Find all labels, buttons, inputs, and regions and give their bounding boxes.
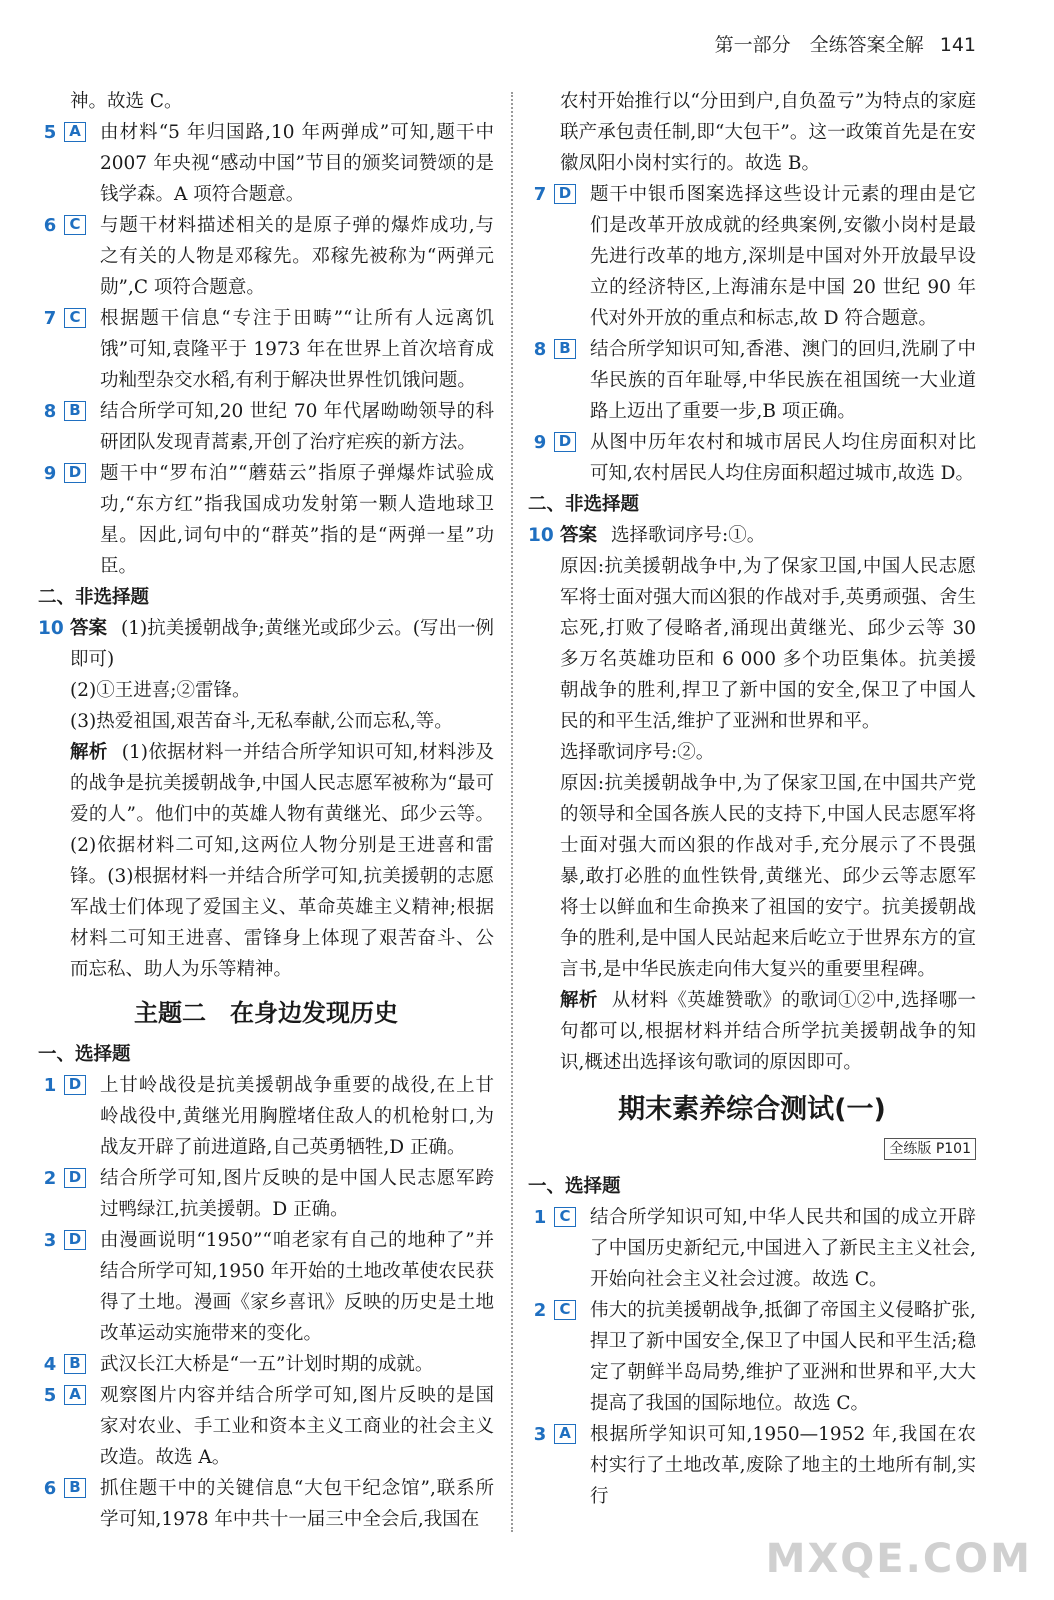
answer-item — [38, 1473, 494, 1535]
answer-choice-badge: A — [64, 122, 86, 142]
question-number: 1 — [43, 1075, 57, 1096]
left-column — [38, 86, 494, 1535]
page-reference-tag: 全练版 P101 — [884, 1138, 976, 1160]
analysis-block — [38, 737, 494, 985]
answer-choice-badge: B — [64, 1354, 86, 1374]
question-number: 4 — [43, 1354, 57, 1375]
answer-continuation: 神。故选 C。 — [70, 91, 183, 112]
answer-label: 答案 — [560, 525, 598, 546]
answer-explanation: 上甘岭战役是抗美援朝战争重要的战役,在上甘岭战役中,黄继光用胸膛堵住敌人的机枪射口,为战友开辟了前进道路,自己英勇牺牲,D 正确。 — [100, 1075, 494, 1158]
topic-title: 主题二 在身边发现历史 — [134, 999, 398, 1027]
answer-explanation: 从图中历年农村和城市居民人均住房面积对比可知,农村居民人均住房面积超过城市,故选 D。 — [590, 432, 976, 484]
answer-item — [38, 1349, 494, 1380]
answer-item — [38, 1070, 494, 1163]
answer-item — [38, 1225, 494, 1349]
answer-explanation: 结合所学知识可知,香港、澳门的回归,洗刷了中华民族的百年耻辱,中华民族在祖国统一大业道路上迈出了重要一步,B 项正确。 — [590, 339, 976, 422]
answer-choice-badge: D — [554, 184, 576, 204]
answer-choice-badge: C — [554, 1300, 576, 1320]
question-number: 2 — [533, 1300, 547, 1321]
answer-item — [528, 1202, 976, 1295]
answer-choice-badge: D — [64, 1230, 86, 1250]
answer-explanation: 根据所学知识可知,1950—1952 年,我国在农村实行了土地改革,废除了地主的土地所有制,实行 — [590, 1424, 976, 1507]
reason-text: 原因:抗美援朝战争中,为了保家卫国,中国人民志愿军将士面对强大而凶狠的作战对手,英勇顽强、舍生忘死,打败了侵略者,涌现出黄继光、邱少云等 30 多万名英雄功臣和 6 000 多个功臣集体。抗美援朝战争的胜利,捍卫了新中国的安全,保卫了中国人民的和平生活,维护了亚洲和世界和平。 — [560, 556, 976, 732]
section-heading: 二、非选择题 — [528, 494, 640, 515]
answer-item — [38, 303, 494, 396]
section-heading: 二、非选择题 — [38, 587, 150, 608]
question-number: 7 — [43, 308, 57, 329]
answer-choice-badge: D — [554, 432, 576, 452]
section-heading: 一、选择题 — [38, 1044, 131, 1065]
answer-explanation: 题干中“罗布泊”“蘑菇云”指原子弹爆炸试验成功,“东方红”指我国成功发射第一颗人造地球卫星。因此,词句中的“群英”指的是“两弹一星”功臣。 — [100, 463, 494, 577]
answer-explanation: 结合所学可知,图片反映的是中国人民志愿军跨过鸭绿江,抗美援朝。D 正确。 — [100, 1168, 494, 1220]
analysis-block — [528, 985, 976, 1078]
question-number: 10 — [38, 618, 64, 639]
answer-explanation: 结合所学可知,20 世纪 70 年代屠呦呦领导的科研团队发现青蒿素,开创了治疗疟疾的新方法。 — [100, 401, 494, 453]
answer-item — [528, 179, 976, 334]
analysis-label: 解析 — [70, 742, 108, 763]
question-number: 3 — [533, 1424, 547, 1445]
answer-choice-badge: A — [554, 1424, 576, 1444]
question-number: 1 — [533, 1207, 547, 1228]
exam-title: 期末素养综合测试(一) — [618, 1094, 886, 1125]
right-column — [528, 86, 976, 1512]
question-number: 5 — [43, 1385, 57, 1406]
answer-line: (3)热爱祖国,艰苦奋斗,无私奉献,公而忘私,等。 — [70, 711, 453, 732]
answer-line: (1)抗美援朝战争;黄继光或邱少云。(写出一例即可) — [70, 618, 494, 670]
answer-choice-badge: C — [64, 215, 86, 235]
answer-choice-badge: C — [64, 308, 86, 328]
page-header — [715, 30, 976, 57]
answer-line: 选择歌词序号:②。 — [560, 742, 715, 763]
reason-text: 原因:抗美援朝战争中,为了保家卫国,在中国共产党的领导和全国各族人民的支持下,中国人民志愿军将士面对强大而凶狠的作战对手,充分展示了不畏强暴,敢打必胜的血性铁骨,黄继光、邱少云等志愿军将士以鲜血和生命换来了祖国的安宁。抗美援朝战争的胜利,是中国人民站起来后屹立于世界东方的宣言书,是中华民族走向伟大复兴的重要里程碑。 — [560, 773, 976, 980]
page-number: 141 — [939, 34, 976, 56]
answer-explanation: 武汉长江大桥是“一五”计划时期的成就。 — [100, 1354, 434, 1375]
answer-item — [38, 210, 494, 303]
answer-line: 选择歌词序号:①。 — [611, 525, 766, 546]
answer-choice-badge: C — [554, 1207, 576, 1227]
answer-choice-badge: B — [64, 401, 86, 421]
column-divider — [511, 92, 513, 1532]
answer-item — [528, 1419, 976, 1512]
answer-explanation: 题干中银币图案选择这些设计元素的理由是它们是改革开放成就的经典案例,安徽小岗村是最先进行改革的地方,深圳是中国对外开放最早设立的经济特区,上海浦东是中国 20 世纪 90 年代对外开放的重点和标志,故 D 符合题意。 — [590, 184, 976, 329]
answer-item — [38, 1163, 494, 1225]
page-reference — [528, 1132, 976, 1163]
question-number: 8 — [43, 401, 57, 422]
answer-choice-badge: A — [64, 1385, 86, 1405]
answer-explanation: 根据题干信息“专注于田畴”“让所有人远离饥饿”可知,袁隆平于 1973 年在世界上首次培育成功籼型杂交水稻,有利于解决世界性饥饿问题。 — [100, 308, 494, 391]
answer-explanation: 伟大的抗美援朝战争,抵御了帝国主义侵略扩张,捍卫了新中国安全,保卫了中国人民和平生活;稳定了朝鲜半岛局势,维护了亚洲和世界和平,大大提高了我国的国际地位。故选 C。 — [590, 1300, 976, 1414]
section-heading: 一、选择题 — [528, 1176, 621, 1197]
answer-explanation: 由漫画说明“1950”“咱老家有自己的地种了”并结合所学可知,1950 年开始的土地改革使农民获得了土地。漫画《家乡喜讯》反映的历史是土地改革运动实施带来的变化。 — [100, 1230, 494, 1344]
answer-block — [528, 520, 976, 551]
answer-item — [528, 427, 976, 489]
answer-explanation: 结合所学知识可知,中华人民共和国的成立开辟了中国历史新纪元,中国进入了新民主主义社会,开始向社会主义社会过渡。故选 C。 — [590, 1207, 976, 1290]
watermark: MXQE.COM — [765, 1536, 1032, 1582]
question-number: 2 — [43, 1168, 57, 1189]
question-number: 6 — [43, 215, 57, 236]
header-title: 第一部分 全练答案全解 — [714, 34, 924, 56]
answer-choice-badge: D — [64, 1168, 86, 1188]
question-number: 5 — [43, 122, 57, 143]
answer-choice-badge: D — [64, 1075, 86, 1095]
answer-line: (2)①王进喜;②雷锋。 — [70, 680, 251, 701]
analysis-text: 从材料《英雄赞歌》的歌词①②中,选择哪一句都可以,根据材料并结合所学抗美援朝战争的知识,概述出选择该句歌词的原因即可。 — [560, 990, 976, 1073]
question-number: 6 — [43, 1478, 57, 1499]
answer-explanation: 与题干材料描述相关的是原子弹的爆炸成功,与之有关的人物是邓稼先。邓稼先被称为“两弹元勋”,C 项符合题意。 — [100, 215, 494, 298]
answer-label: 答案 — [70, 618, 108, 639]
answer-item — [38, 396, 494, 458]
analysis-label: 解析 — [560, 990, 598, 1011]
question-number: 10 — [528, 525, 554, 546]
answer-item — [38, 1380, 494, 1473]
answer-continuation: 农村开始推行以“分田到户,自负盈亏”为特点的家庭联产承包责任制,即“大包干”。这一政策首先是在安徽凤阳小岗村实行的。故选 B。 — [560, 91, 976, 174]
answer-choice-badge: B — [64, 1478, 86, 1498]
answer-choice-badge: B — [554, 339, 576, 359]
answer-choice-badge: D — [64, 463, 86, 483]
answer-explanation: 由材料“5 年归国路,10 年两弹成”可知,题干中 2007 年央视“感动中国”节目的颁奖词赞颂的是钱学森。A 项符合题意。 — [100, 122, 494, 205]
question-number: 7 — [533, 184, 547, 205]
answer-explanation: 抓住题干中的关键信息“大包干纪念馆”,联系所学可知,1978 年中共十一届三中全会后,我国在 — [100, 1478, 494, 1530]
answer-block — [38, 613, 494, 675]
answer-item — [38, 458, 494, 582]
analysis-text: (1)依据材料一并结合所学知识可知,材料涉及的战争是抗美援朝战争,中国人民志愿军被称为“最可爱的人”。他们中的英雄人物有黄继光、邱少云等。(2)依据材料二可知,这两位人物分别是王进喜和雷锋。(3)根据材料一并结合所学可知,抗美援朝的志愿军战士们体现了爱国主义、革命英雄主义精神;根据材料二可知王进喜、雷锋身上体现了艰苦奋斗、公而忘私、助人为乐等精神。 — [70, 742, 494, 980]
question-number: 9 — [43, 463, 57, 484]
question-number: 8 — [533, 339, 547, 360]
answer-item — [528, 1295, 976, 1419]
question-number: 9 — [533, 432, 547, 453]
answer-explanation: 观察图片内容并结合所学可知,图片反映的是国家对农业、手工业和资本主义工商业的社会主义改造。故选 A。 — [100, 1385, 494, 1468]
question-number: 3 — [43, 1230, 57, 1251]
answer-item — [38, 117, 494, 210]
answer-item — [528, 334, 976, 427]
